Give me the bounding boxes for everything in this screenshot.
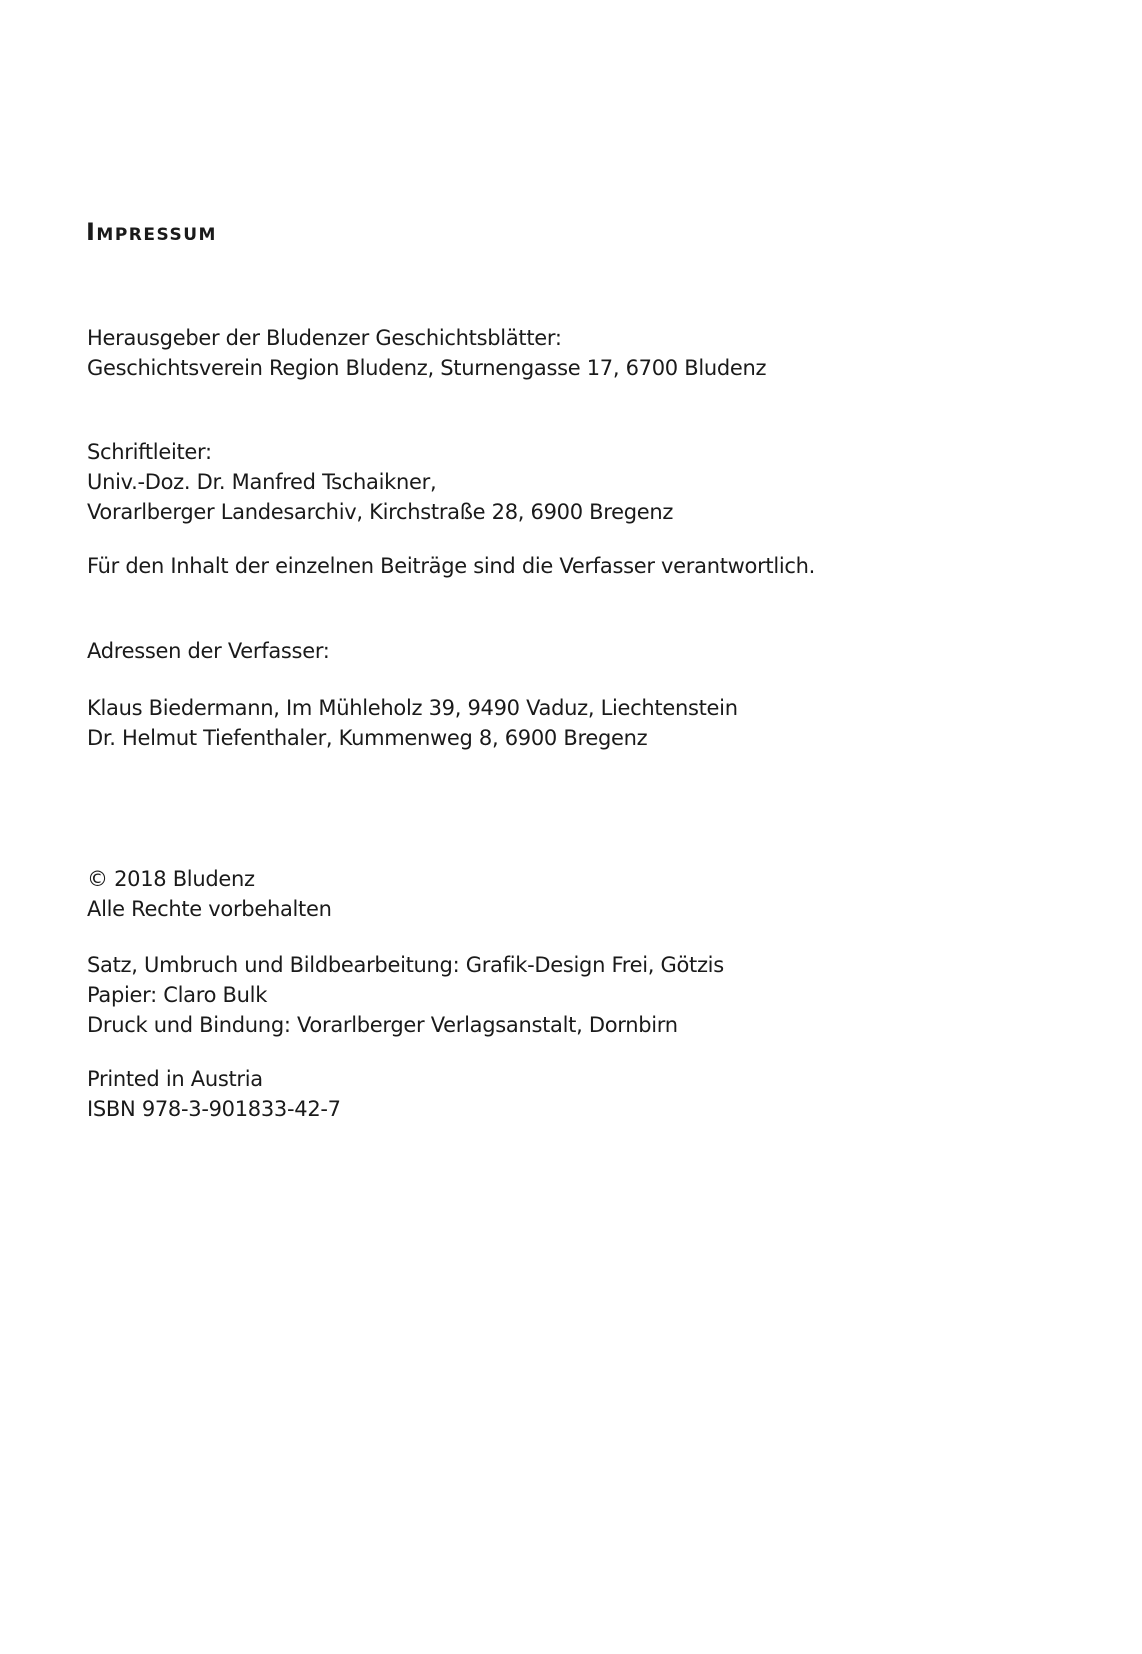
printed-in-line: Printed in Austria <box>87 1067 263 1091</box>
author-entry: Dr. Helmut Tiefenthaler, Kummenweg 8, 6900 Bregenz <box>87 726 648 750</box>
isbn-line: ISBN 978-3-901833-42-7 <box>87 1097 341 1121</box>
author-entry: Klaus Biedermann, Im Mühleholz 39, 9490 Vaduz, Liechtenstein <box>87 696 738 720</box>
printing-line: Druck und Bindung: Vorarlberger Verlagsanstalt, Dornbirn <box>87 1013 678 1037</box>
editor-block <box>87 437 673 527</box>
copyright-line: © 2018 Bludenz <box>87 867 255 891</box>
authors-label: Adressen der Verfasser: <box>87 639 330 663</box>
rights-line: Alle Rechte vorbehalten <box>87 897 332 921</box>
typesetting-line: Satz, Umbruch und Bildbearbeitung: Grafik-Design Frei, Götzis <box>87 953 724 977</box>
editor-label: Schriftleiter: <box>87 440 212 464</box>
imprint-block <box>87 1064 341 1124</box>
publisher-value: Geschichtsverein Region Bludenz, Sturnengasse 17, 6700 Bludenz <box>87 356 767 380</box>
authors-label-block <box>87 636 330 666</box>
publisher-block <box>87 323 766 383</box>
editor-name: Univ.-Doz. Dr. Manfred Tschaikner, <box>87 470 437 494</box>
authors-list <box>87 693 738 753</box>
publisher-label: Herausgeber der Bludenzer Geschichtsblätter: <box>87 326 562 350</box>
paper-line: Papier: Claro Bulk <box>87 983 268 1007</box>
copyright-block <box>87 864 332 924</box>
disclaimer-text: Für den Inhalt der einzelnen Beiträge sind die Verfasser verantwortlich. <box>87 554 816 578</box>
editor-address: Vorarlberger Landesarchiv, Kirchstraße 28, 6900 Bregenz <box>87 500 674 524</box>
disclaimer-block <box>87 551 815 581</box>
page-title: Impressum <box>86 218 217 246</box>
production-block <box>87 950 724 1040</box>
